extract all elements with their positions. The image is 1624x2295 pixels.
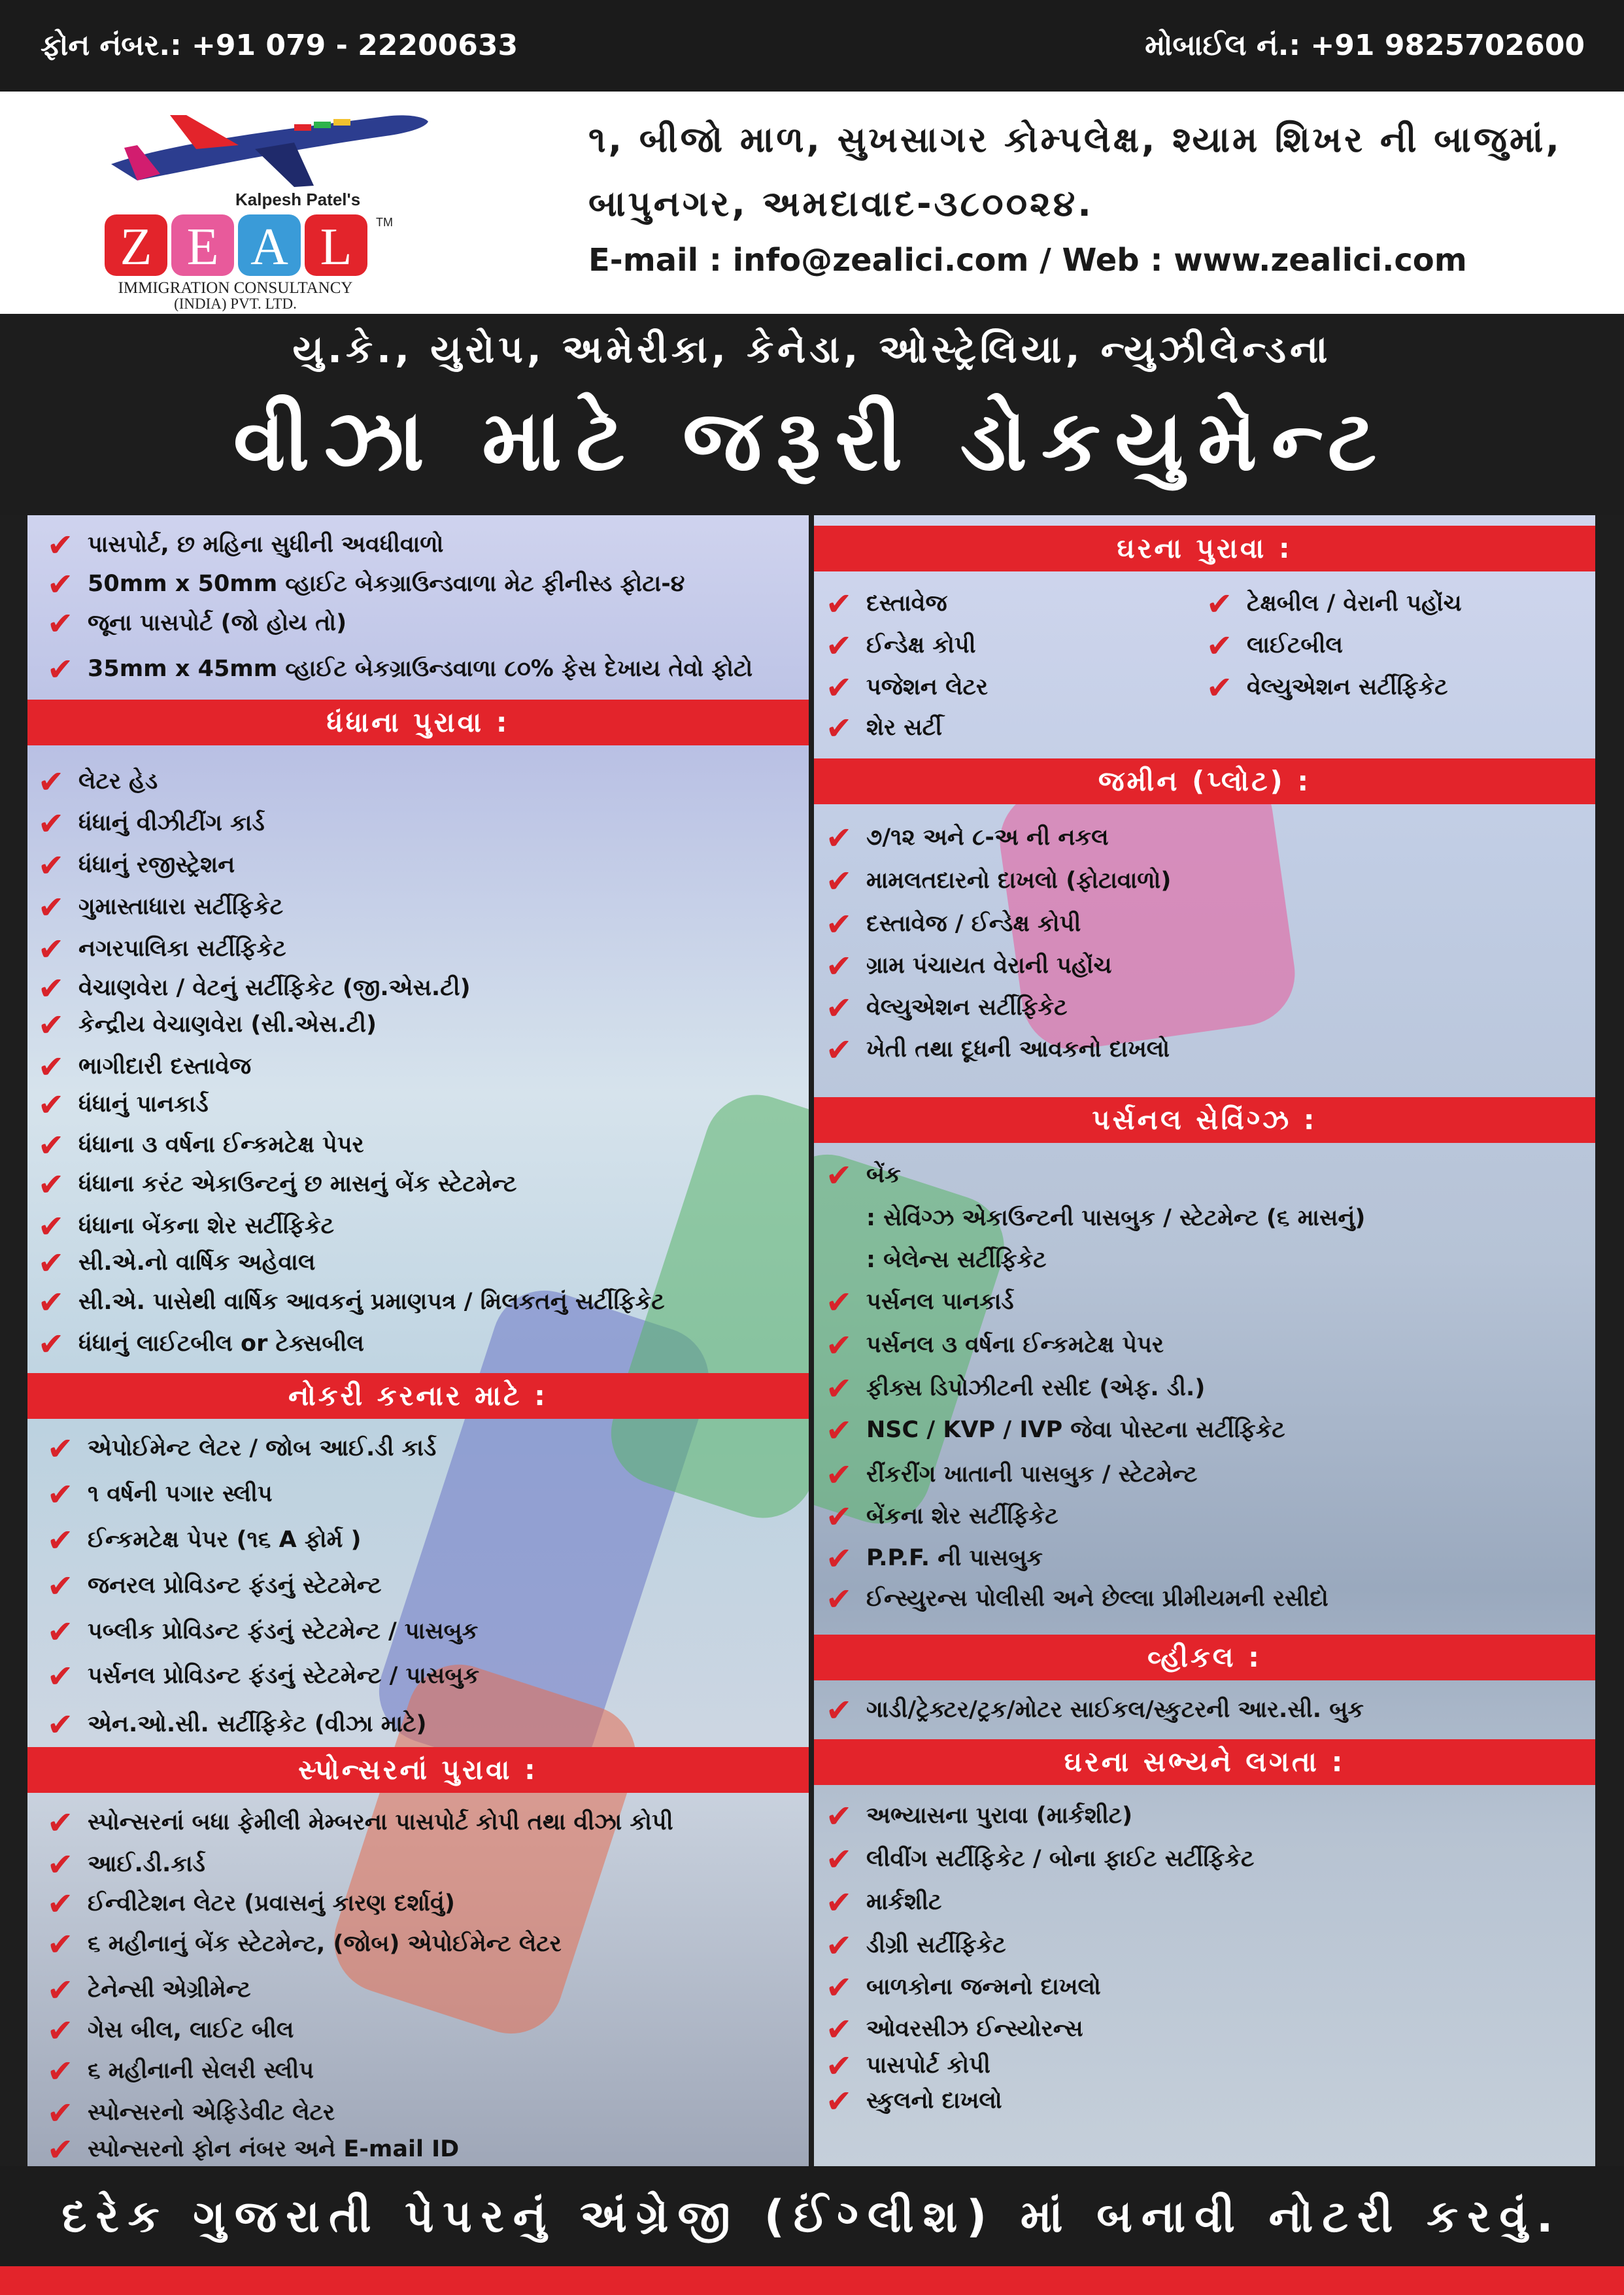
list-item: ✔ ડીગ્રી સર્ટીફિકેટ (826, 1928, 1006, 1964)
list-item: ✔ ધંધાના બેંકના શેર સર્ટીફિકેટ (38, 1208, 335, 1245)
check-icon: ✔ (826, 1581, 853, 1618)
logo-subtitle: IMMIGRATION CONSULTANCY (118, 279, 353, 297)
list-item: ✔ કેન્દ્રીય વેચાણવેરા (સી.એસ.ટી) (38, 1007, 377, 1044)
check-icon: ✔ (47, 1805, 74, 1841)
check-icon: ✔ (826, 2011, 853, 2048)
check-icon: ✔ (47, 1522, 74, 1559)
list-item: ✔ ૬ મહીનાનું બેંક સ્ટેટમેન્ટ, (જોબ) એપોઈમેન્ટ લેટર (47, 1926, 562, 1963)
check-icon: ✔ (826, 1499, 853, 1535)
trademark: TM (376, 216, 393, 229)
check-icon: ✔ (826, 710, 853, 747)
phone-number: ફોન નંબર.: +91 079 - 22200633 (41, 29, 518, 62)
check-icon: ✔ (38, 1245, 65, 1282)
list-item: ✔ ગેસ બીલ, લાઈટ બીલ (47, 2013, 294, 2049)
list-item: ✔ પર્સનલ પાનકાર્ડ (826, 1284, 1014, 1321)
list-item: ✔ વેચાણવેરા / વેટનું સર્ટીફિકેટ (જી.એસ.ટી) (38, 970, 471, 1007)
svg-text:Z: Z (120, 218, 152, 276)
check-icon: ✔ (826, 1692, 853, 1729)
svg-text:E: E (186, 218, 219, 276)
list-item: ✔ ગુમાસ્તાધારા સર્ટીફિકેટ (38, 889, 284, 926)
check-icon: ✔ (38, 1049, 65, 1085)
check-icon: ✔ (47, 2132, 74, 2166)
email-web: E-mail : info@zealici.com / Web : www.zealici.com (588, 242, 1467, 279)
list-item: ✔ પબ્લીક પ્રોવિડન્ટ ફંડનું સ્ટેટમેન્ટ / પાસબુક (47, 1614, 479, 1650)
check-icon: ✔ (38, 1326, 65, 1363)
list-item: ✔ ધંધાના ૩ વર્ષના ઈન્કમટેક્ષ પેપર (38, 1127, 364, 1164)
footer-stripe (0, 2266, 1624, 2295)
right-column (814, 515, 1595, 2166)
check-icon: ✔ (47, 1614, 74, 1650)
check-icon: ✔ (47, 2095, 74, 2132)
check-icon: ✔ (826, 1457, 853, 1493)
section-heading: સ્પોન્સરનાં પુરાવા : (27, 1747, 809, 1793)
list-item: ✔ દસ્તાવેજ / ઈન્ડેક્ષ કોપી (826, 906, 1081, 943)
svg-text:L: L (320, 218, 352, 276)
check-icon: ✔ (1206, 670, 1233, 706)
list-item: ✔ લીવીંગ સર્ટીફિકેટ / બોના ફાઈટ સર્ટીફિકેટ (826, 1841, 1255, 1878)
check-icon: ✔ (826, 1798, 853, 1835)
check-icon: ✔ (38, 806, 65, 842)
list-item: ✔ વેલ્યુએશન સર્ટીફિકેટ (1206, 670, 1448, 706)
list-item: ✔ વેલ્યુએશન સર્ટીફિકેટ (826, 990, 1068, 1027)
check-icon: ✔ (826, 990, 853, 1027)
list-item: ✔ આઈ.ડી.કાર્ડ (47, 1846, 205, 1883)
list-item: ✔ ઈન્ડેક્ષ કોપી (826, 628, 976, 664)
zeal-logo (98, 102, 438, 311)
check-icon: ✔ (826, 1412, 853, 1449)
section-heading: ઘરના પુરાવા : (814, 526, 1595, 571)
check-icon: ✔ (47, 1972, 74, 2009)
list-item: ✔ બાળકોના જન્મનો દાખલો (826, 1969, 1101, 2006)
list-item: ✔ 50mm x 50mm વ્હાઈટ બેકગ્રાઉન્ડવાળા મેટ ફીનીસ્ડ ફોટા-૪ (47, 566, 685, 603)
list-item: ✔ ધંધાનું પાનકાર્ડ (38, 1087, 209, 1123)
list-item: ✔ રીંકરીંગ ખાતાની પાસબુક / સ્ટેટમેન્ટ (826, 1457, 1198, 1493)
check-icon: ✔ (826, 1157, 853, 1194)
list-item: ✔ ગાડી/ટ્રેક્ટર/ટ્રક/મોટર સાઈકલ/સ્કુટરની આર.સી. બુક (826, 1692, 1364, 1729)
section-heading: જમીન (પ્લોટ) : (814, 758, 1595, 804)
list-item: ✔ ઈન્કમટેક્ષ પેપર (૧૬ A ફોર્મ ) (47, 1522, 362, 1559)
section-heading: વ્હીકલ : (814, 1635, 1595, 1680)
left-column (27, 515, 809, 2166)
check-icon: ✔ (47, 1886, 74, 1922)
list-item: ✔ NSC / KVP / IVP જેવા પોસ્ટના સર્ટીફિકેટ (826, 1412, 1285, 1449)
check-icon: ✔ (47, 1568, 74, 1605)
list-item: ✔ ફીક્સ ડિપોઝીટની રસીદ (એફ. ડી.) (826, 1370, 1206, 1407)
list-item: ✔ સ્પોન્સરનો એફિડેવીટ લેટર (47, 2095, 335, 2132)
check-icon: ✔ (47, 1476, 74, 1513)
airplane-icon (111, 115, 428, 187)
list-item: ✔ દસ્તાવેજ (826, 586, 947, 622)
list-item: ✔ માર્કશીટ (826, 1884, 942, 1921)
list-item: ✔ ધંધાનું વીઝીટીંગ કાર્ડ (38, 806, 265, 842)
list-item: ✔ શેર સર્ટી (826, 710, 942, 747)
check-icon: ✔ (826, 906, 853, 943)
check-icon: ✔ (38, 931, 65, 968)
countries-line: યુ.કે., યુરોપ, અમેરીકા, કેનેડા, ઓસ્ટ્રેલિયા, ન્યુઝીલેન્ડના (292, 327, 1332, 371)
list-item: ✔ ભાગીદારી દસ્તાવેજ (38, 1049, 252, 1085)
list-item: ✔ પાસપોર્ટ, છ મહિના સુધીની અવધીવાળો (47, 527, 444, 564)
check-icon: ✔ (826, 1969, 853, 2006)
list-item: ✔ લેટર હેડ (38, 764, 158, 800)
check-icon: ✔ (826, 820, 853, 857)
mobile-number: મોબાઈલ નં.: +91 9825702600 (1145, 29, 1585, 62)
check-icon: ✔ (38, 1284, 65, 1321)
list-item: ✔ ઓવરસીઝ ઈન્સ્યોરન્સ (826, 2011, 1083, 2048)
list-item: ✔ ધંધાનું લાઈટબીલ or ટેક્સબીલ (38, 1326, 364, 1363)
contact-bar (0, 0, 1624, 92)
header (0, 92, 1624, 314)
list-item: ✔ પાસપોર્ટ કોપી (826, 2048, 990, 2084)
title-band (0, 314, 1624, 515)
list-item: ✔ બેંકના શેર સર્ટીફિકેટ (826, 1499, 1058, 1535)
list-item: ✔ પર્સનલ ૩ વર્ષના ઈન્કમટેક્ષ પેપર (826, 1327, 1164, 1364)
check-icon: ✔ (38, 1166, 65, 1203)
page-title: વીઝા માટે જરૂરી ડોકયુમેન્ટ (233, 392, 1391, 490)
list-item: : બેલેન્સ સર્ટીફિકેટ (866, 1247, 1047, 1273)
check-icon: ✔ (1206, 586, 1233, 622)
list-item: ✔ જૂના પાસપોર્ટ (જો હોય તો) (47, 605, 347, 642)
check-icon: ✔ (47, 1431, 74, 1467)
list-item: ✔ ટેનેન્સી એગ્રીમેન્ટ (47, 1972, 251, 2009)
list-item: ✔ એન.ઓ.સી. સર્ટીફિકેટ (વીઝા માટે) (47, 1707, 427, 1743)
list-item: ✔ P.P.F. ની પાસબુક (826, 1540, 1043, 1577)
list-item: ✔ ૭/૧૨ અને ૮-અ ની નકલ (826, 820, 1109, 857)
notary-note: દરેક ગુજરાતી પેપરનું અંગ્રેજી (ઈંગ્લીશ) માં બનાવી નોટરી કરવું. (61, 2191, 1563, 2243)
check-icon: ✔ (826, 1284, 853, 1321)
address-line-1: ૧, બીજો માળ, સુખસાગર કોમ્પલેક્ષ, શ્યામ શિખર ની બાજુમાં, (588, 119, 1562, 160)
list-item: ✔ ઈન્વીટેશન લેટર (પ્રવાસનું કારણ દર્શાવું) (47, 1886, 455, 1922)
check-icon: ✔ (47, 1707, 74, 1743)
check-icon: ✔ (47, 2013, 74, 2049)
list-item: ✔ સ્કુલનો દાખલો (826, 2083, 1002, 2120)
list-item: : સેવિંગ્ઝ એકાઉન્ટની પાસબુક / સ્ટેટમેન્ટ (૬ માસનું) (866, 1205, 1366, 1231)
list-item: ✔ પજેશન લેટર (826, 670, 988, 706)
list-item: ✔ સ્પોન્સરનાં બધા ફેમીલી મેમ્બરના પાસપોર્ટ કોપી તથા વીઝા કોપી (47, 1805, 673, 1841)
check-icon: ✔ (47, 566, 74, 603)
check-icon: ✔ (47, 1926, 74, 1963)
check-icon: ✔ (826, 1928, 853, 1964)
list-item: ✔ ૬ મહીનાની સેલરી સ્લીપ (47, 2053, 314, 2090)
check-icon: ✔ (47, 1658, 74, 1695)
check-icon: ✔ (826, 1370, 853, 1407)
list-item: ✔ ગ્રામ પંચાયત વેરાની પહોંચ (826, 948, 1112, 985)
list-item: ✔ અભ્યાસના પુરાવા (માર્કશીટ) (826, 1798, 1133, 1835)
check-icon: ✔ (38, 764, 65, 800)
section-heading: નોકરી કરનાર માટે : (27, 1373, 809, 1419)
check-icon: ✔ (47, 1846, 74, 1883)
section-heading: ઘરના સભ્યને લગતા : (814, 1739, 1595, 1785)
check-icon: ✔ (47, 527, 74, 564)
check-icon: ✔ (1206, 628, 1233, 664)
check-icon: ✔ (826, 1841, 853, 1878)
check-icon: ✔ (826, 1540, 853, 1577)
check-icon: ✔ (38, 847, 65, 884)
list-item: ✔ સ્પોન્સરનો ફોન નંબર અને E-mail ID (47, 2132, 460, 2166)
footer (0, 2166, 1624, 2295)
list-item: ✔ મામલતદારનો દાખલો (ફોટાવાળો) (826, 863, 1172, 900)
check-icon: ✔ (38, 889, 65, 926)
check-icon: ✔ (826, 948, 853, 985)
section-heading: ધંધાના પુરાવા : (27, 700, 809, 745)
check-icon: ✔ (826, 586, 853, 622)
check-icon: ✔ (826, 1884, 853, 1921)
check-icon: ✔ (826, 670, 853, 706)
check-icon: ✔ (826, 863, 853, 900)
list-item: ✔ લાઈટબીલ (1206, 628, 1344, 664)
logo-subtitle-2: (INDIA) PVT. LTD. (174, 296, 297, 311)
list-item: ✔ ધંધાનું રજીસ્ટ્રેશન (38, 847, 235, 884)
check-icon: ✔ (38, 1208, 65, 1245)
list-item: ✔ નગરપાલિકા સર્ટીફિકેટ (38, 931, 286, 968)
list-item: ✔ ખેતી તથા દૂધની આવકનો દાખલો (826, 1032, 1170, 1068)
list-item: ✔ 35mm x 45mm વ્હાઈટ બેકગ્રાઉન્ડવાળા ૮૦% ફેસ દેખાય તેવો ફોટો (47, 651, 753, 688)
list-item: ✔ ટેક્ષબીલ / વેરાની પહોંચ (1206, 586, 1462, 622)
list-item: ✔ એપોઈમેન્ટ લેટર / જોબ આઈ.ડી કાર્ડ (47, 1431, 437, 1467)
list-item: ✔ ઈન્સ્યુરન્સ પોલીસી અને છેલ્લા પ્રીમીયમની રસીદો (826, 1581, 1328, 1618)
logo-tagline: Kalpesh Patel's (235, 190, 361, 209)
check-icon: ✔ (826, 2083, 853, 2120)
list-item: ✔ ધંધાના કરંટ એકાઉન્ટનું છ માસનું બેંક સ્ટેટમેન્ટ (38, 1166, 517, 1203)
list-item: ✔ પર્સનલ પ્રોવિડન્ટ ફંડનું સ્ટેટમેન્ટ / પાસબુક (47, 1658, 480, 1695)
svg-text:A: A (250, 218, 288, 276)
check-icon: ✔ (38, 1127, 65, 1164)
check-icon: ✔ (47, 2053, 74, 2090)
check-icon: ✔ (826, 1032, 853, 1068)
check-icon: ✔ (38, 1007, 65, 1044)
check-icon: ✔ (47, 651, 74, 688)
check-icon: ✔ (826, 2048, 853, 2084)
logo-letters (105, 214, 367, 276)
list-item: ✔ સી.એ.નો વાર્ષિક અહેવાલ (38, 1245, 316, 1282)
list-item: ✔ જનરલ પ્રોવિડન્ટ ફંડનું સ્ટેટમેન્ટ (47, 1568, 382, 1605)
check-icon: ✔ (38, 970, 65, 1007)
check-icon: ✔ (47, 605, 74, 642)
address-line-2: બાપુનગર, અમદાવાદ-૩૮૦૦૨૪. (588, 183, 1094, 224)
list-item: ✔ સી.એ. પાસેથી વાર્ષિક આવકનું પ્રમાણપત્ર / મિલકતનું સર્ટીફિકેટ (38, 1284, 665, 1321)
check-icon: ✔ (38, 1087, 65, 1123)
check-icon: ✔ (826, 1327, 853, 1364)
section-heading: પર્સનલ સેવિંગ્ઝ : (814, 1097, 1595, 1143)
check-icon: ✔ (826, 628, 853, 664)
list-item: ✔ બેંક (826, 1157, 901, 1194)
list-item: ✔ ૧ વર્ષની પગાર સ્લીપ (47, 1476, 273, 1513)
